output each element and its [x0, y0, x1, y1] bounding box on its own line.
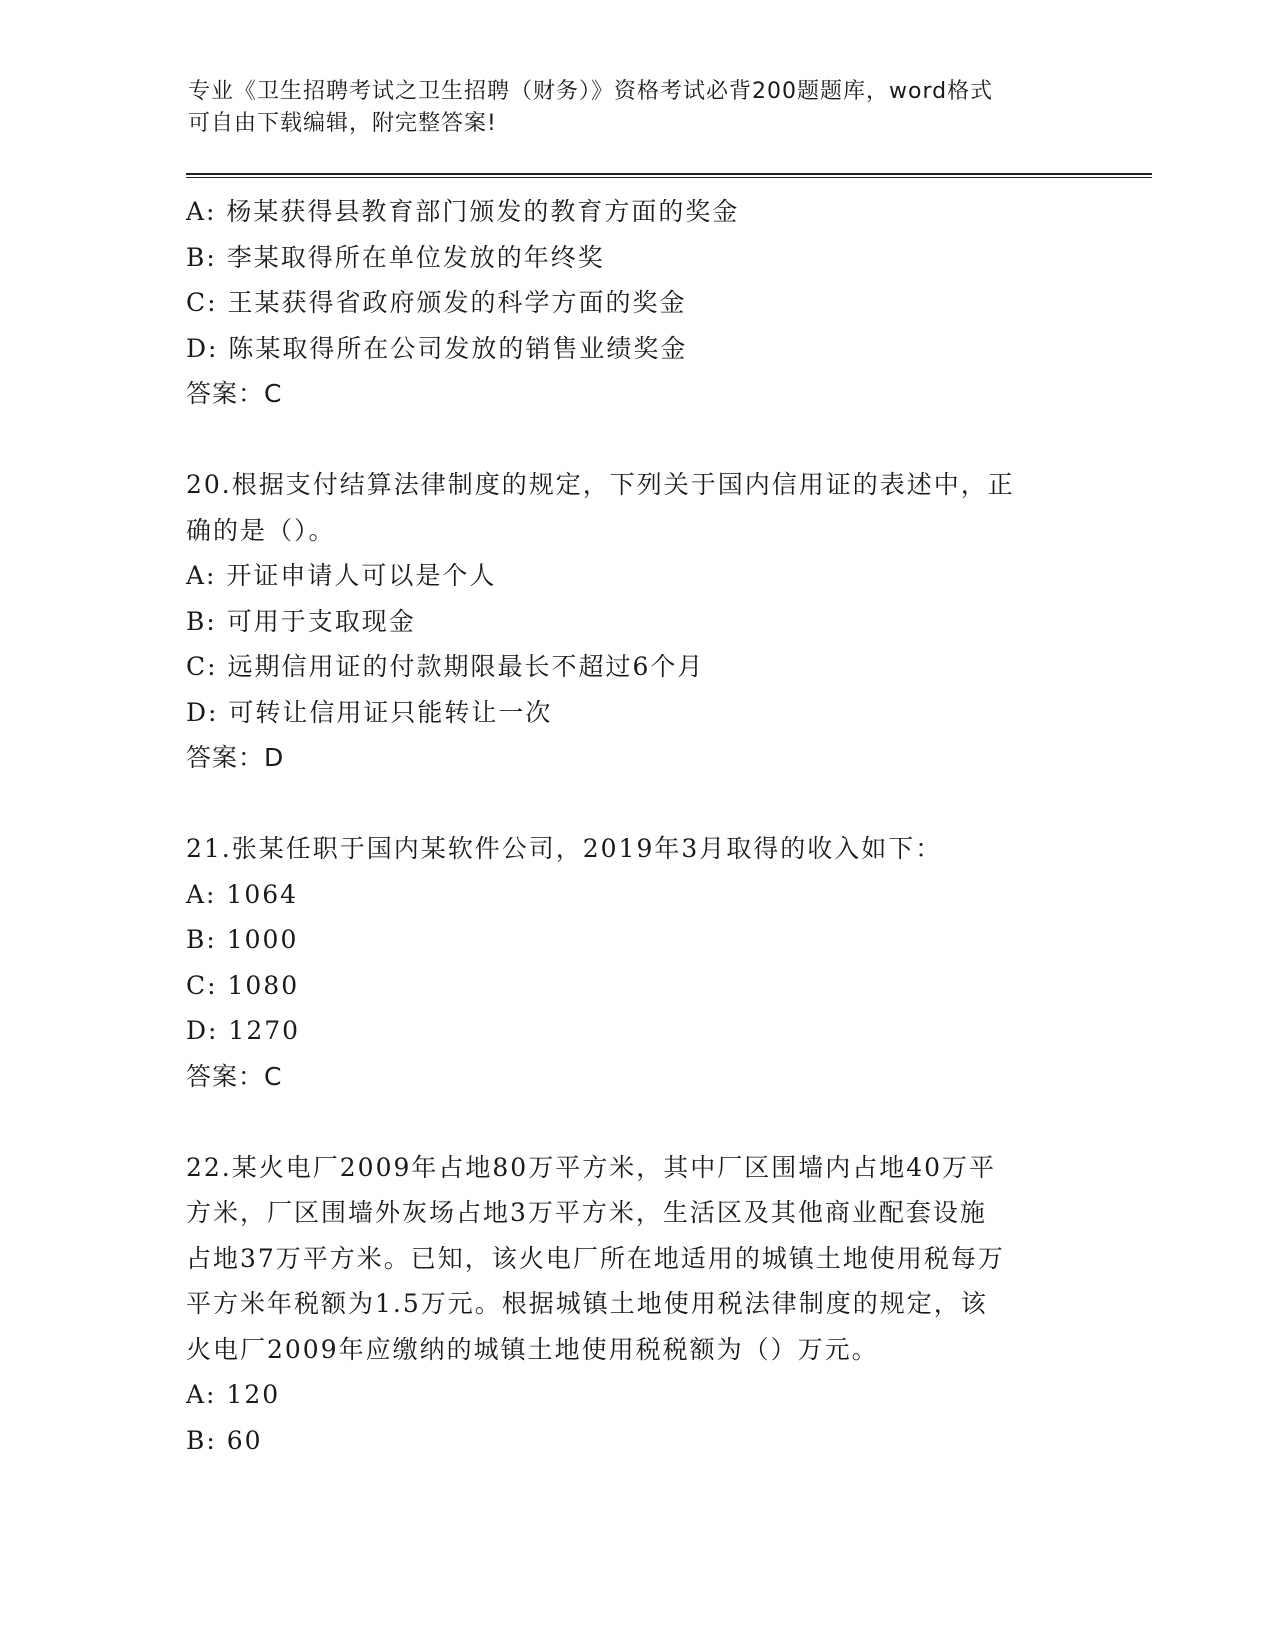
question-stem: 确的是（）。 [186, 515, 336, 545]
option-b: B: 1000 [186, 925, 299, 954]
header-divider [186, 173, 1152, 179]
header-line-1: 专业《卫生招聘考试之卫生招聘（财务）》资格考试必背200题题库，word格式 [188, 79, 994, 104]
option-d: D: 陈某取得所在公司发放的销售业绩奖金 [186, 333, 688, 363]
answer-line: 答案：D [186, 743, 285, 772]
option-a: A: 开证申请人可以是个人 [186, 561, 497, 590]
option-a: A: 120 [186, 1380, 281, 1409]
question-20 [186, 462, 1086, 781]
question-19 [186, 189, 1086, 417]
question-stem: 20.根据支付结算法律制度的规定，下列关于国内信用证的表述中，正 [186, 470, 1015, 499]
question-stem: 火电厂2009年应缴纳的城镇土地使用税税额为（）万元。 [186, 1334, 879, 1364]
question-stem: 平方米年税额为1.5万元。根据城镇土地使用税法律制度的规定，该 [186, 1289, 988, 1318]
header-line-2: 可自由下载编辑，附完整答案! [188, 111, 497, 136]
answer-line: 答案：C [186, 379, 283, 408]
option-d: D: 可转让信用证只能转让一次 [186, 697, 553, 727]
question-stem: 22.某火电厂2009年占地80万平方米，其中厂区围墙内占地40万平 [186, 1152, 997, 1182]
option-c: C: 远期信用证的付款期限最长不超过6个月 [186, 652, 705, 681]
question-22 [186, 1145, 1086, 1464]
option-c: C: 王某获得省政府颁发的科学方面的奖金 [186, 288, 687, 317]
question-stem: 占地37万平方米。已知，该火电厂所在地适用的城镇土地使用税每万 [186, 1243, 1005, 1273]
option-b: B: 李某取得所在单位发放的年终奖 [186, 242, 605, 272]
option-b: B: 可用于支取现金 [186, 606, 416, 636]
answer-line: 答案：C [186, 1061, 283, 1091]
question-stem: 方米，厂区围墙外灰场占地3万平方米，生活区及其他商业配套设施 [186, 1198, 987, 1227]
question-stem: 21.张某任职于国内某软件公司，2019年3月取得的收入如下： [186, 834, 943, 863]
option-b: B: 60 [186, 1425, 263, 1455]
option-a: A: 1064 [186, 879, 299, 909]
option-c: C: 1080 [186, 970, 300, 1000]
option-d: D: 1270 [186, 1016, 301, 1045]
document-body [186, 189, 1086, 1463]
question-21 [186, 826, 1086, 1099]
document-header [188, 76, 1068, 140]
option-a: A: 杨某获得县教育部门颁发的教育方面的奖金 [186, 197, 740, 226]
